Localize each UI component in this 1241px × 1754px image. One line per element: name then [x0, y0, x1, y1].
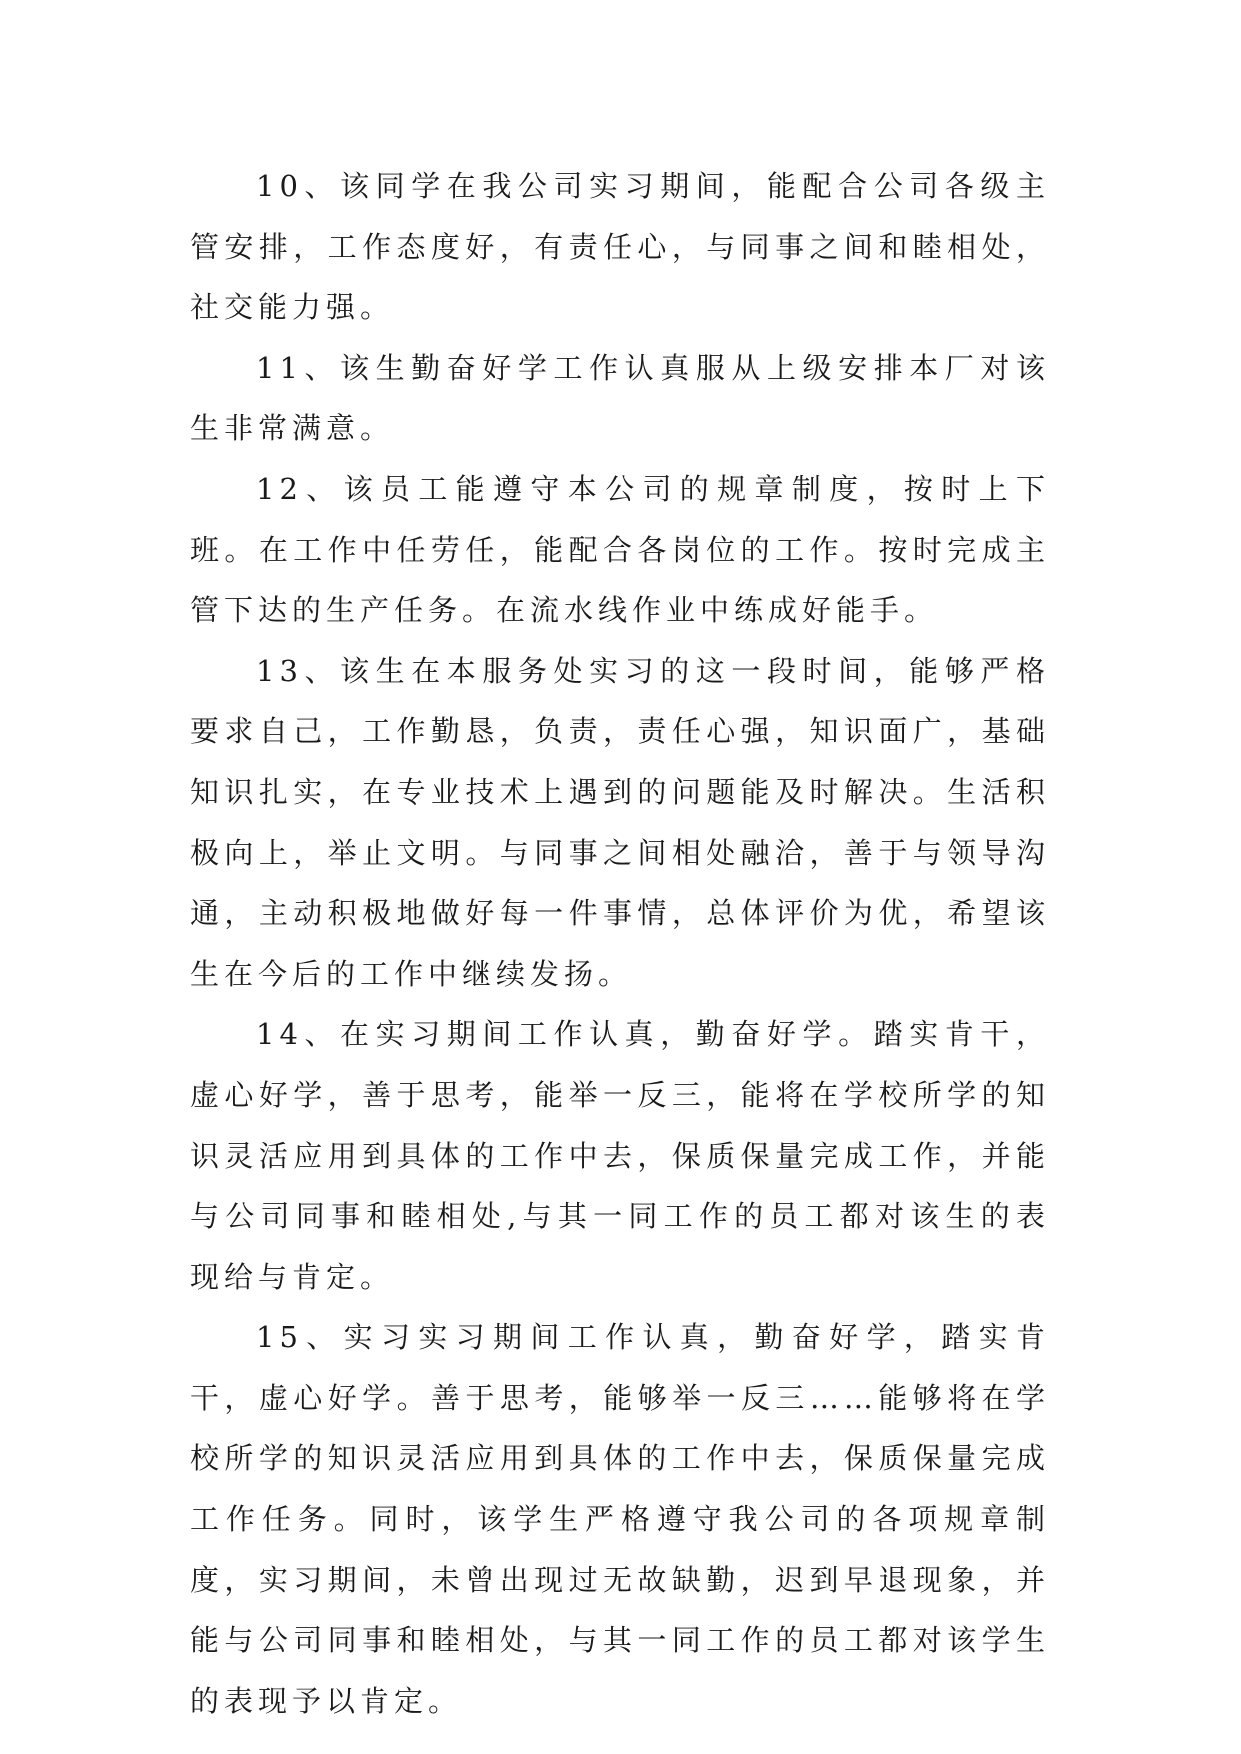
paragraph-12: 12、该员工能遵守本公司的规章制度，按时上下班。在工作中任劳任，能配合各岗位的工作。按时完成主管下达的生产任务。在流水线作业中练成好能手。	[190, 471, 1050, 628]
document-body	[190, 156, 1050, 1731]
paragraph-10: 10、该同学在我公司实习期间，能配合公司各级主管安排，工作态度好，有责任心，与同事之间和睦相处，社交能力强。	[190, 169, 1050, 325]
paragraph-15: 15、实习实习期间工作认真，勤奋好学，踏实肯干，虚心好学。善于思考，能够举一反三……能够将在学校所学的知识灵活应用到具体的工作中去，保质保量完成工作任务。同时，该学生严格遵守我公司的各项规章制度，实习期间，未曾出现过无故缺勤，迟到早退现象，并能与公司同事和睦相处，与其一同工作的员工都对该学生的表现予以肯定。	[190, 1320, 1050, 1718]
paragraph-14: 14、在实习期间工作认真，勤奋好学。踏实肯干，虚心好学，善于思考，能举一反三，能将在学校所学的知识灵活应用到具体的工作中去，保质保量完成工作，并能与公司同事和睦相处,与其一同工作的员工都对该生的表现给与肯定。	[190, 1017, 1050, 1294]
paragraph-13: 13、该生在本服务处实习的这一段时间，能够严格要求自己，工作勤恳，负责，责任心强，知识面广，基础知识扎实，在专业技术上遇到的问题能及时解决。生活积极向上，举止文明。与同事之间相处融洽，善于与领导沟通，主动积极地做好每一件事情，总体评价为优，希望该生在今后的工作中继续发扬。	[190, 653, 1050, 991]
paragraph-11: 11、该生勤奋好学工作认真服从上级安排本厂对该生非常满意。	[190, 350, 1050, 446]
